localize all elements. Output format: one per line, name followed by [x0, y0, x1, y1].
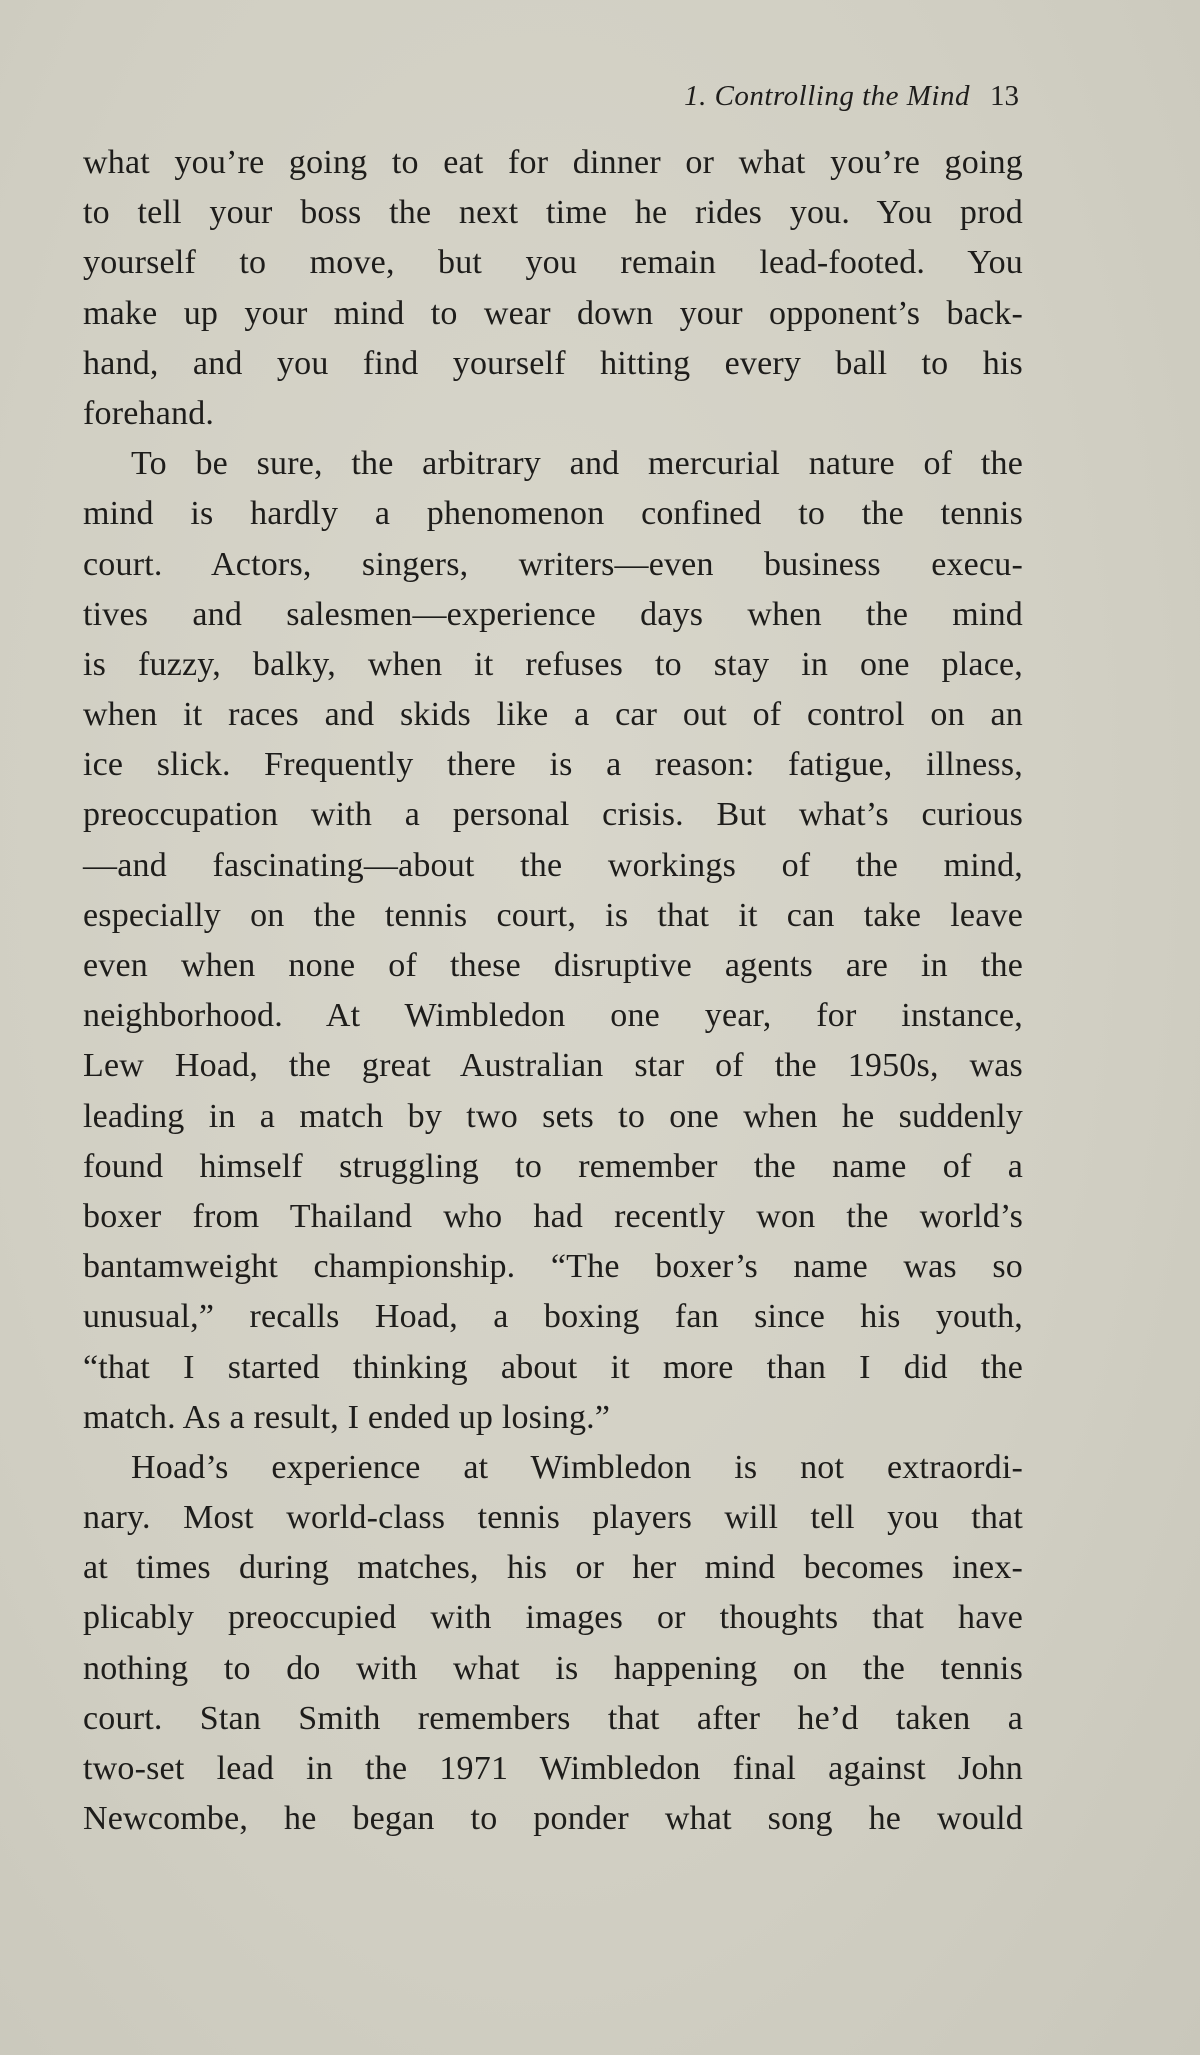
text-line: plicably preoccupied with images or thoughts that have [83, 1599, 1023, 1637]
text-line: two-set lead in the 1971 Wimbledon final against John [83, 1750, 1023, 1787]
chapter-title: 1. Controlling the Mind [684, 80, 970, 112]
text-line: is fuzzy, balky, when it refuses to stay in one place, [83, 645, 1023, 683]
text-line: neighborhood. At Wimbledon one year, for instance, [83, 997, 1023, 1035]
text-line: what you’re going to eat for dinner or what you’re going [83, 144, 1023, 181]
text-line: bantamweight championship. “The boxer’s name was so [83, 1248, 1023, 1286]
text-line: even when none of these disruptive agents are in the [83, 947, 1023, 984]
text-line: Hoad’s experience at Wimbledon is not extraordi- [131, 1448, 1023, 1486]
text-line: mind is hardly a phenomenon confined to the tennis [83, 495, 1023, 533]
text-line: court. Actors, singers, writers—even business execu- [83, 545, 1023, 583]
text-line: to tell your boss the next time he rides you. You prod [83, 194, 1023, 232]
text-line: “that I started thinking about it more than I did the [83, 1348, 1023, 1386]
text-line: Lew Hoad, the great Australian star of the 1950s, was [83, 1047, 1023, 1085]
text-line: boxer from Thailand who had recently won the world’s [83, 1197, 1023, 1235]
text-line: tives and salesmen—experience days when the mind [83, 595, 1023, 633]
text-line: Newcombe, he began to ponder what song he would [83, 1800, 1023, 1838]
text-line: court. Stan Smith remembers that after he’d taken a [83, 1699, 1023, 1737]
text-line: ice slick. Frequently there is a reason: fatigue, illness, [83, 746, 1023, 784]
text-line: make up your mind to wear down your opponent’s back- [83, 294, 1023, 332]
text-line: when it races and skids like a car out of control on an [83, 696, 1023, 734]
body-text [83, 138, 1023, 1844]
text-line: To be sure, the arbitrary and mercurial nature of the [131, 445, 1023, 483]
text-line: leading in a match by two sets to one when he suddenly [83, 1097, 1023, 1135]
text-line: —and fascinating—about the workings of the mind, [83, 846, 1023, 884]
text-line: at times during matches, his or her mind becomes inex- [83, 1549, 1023, 1587]
text-line: nothing to do with what is happening on the tennis [83, 1649, 1023, 1687]
text-line: forehand. [83, 394, 215, 432]
text-line: unusual,” recalls Hoad, a boxing fan since his youth, [83, 1298, 1023, 1336]
text-line: preoccupation with a personal crisis. But what’s curious [83, 796, 1023, 834]
text-line: found himself struggling to remember the name of a [83, 1147, 1023, 1185]
text-line: nary. Most world-class tennis players will tell you that [83, 1499, 1023, 1537]
text-line: especially on the tennis court, is that it can take leave [83, 896, 1023, 934]
text-line: hand, and you find yourself hitting every ball to his [83, 344, 1023, 382]
text-line: match. As a result, I ended up losing.” [83, 1398, 611, 1436]
running-head [0, 80, 1200, 120]
page-number: 13 [990, 80, 1019, 112]
text-line: yourself to move, but you remain lead-footed. You [83, 244, 1023, 282]
